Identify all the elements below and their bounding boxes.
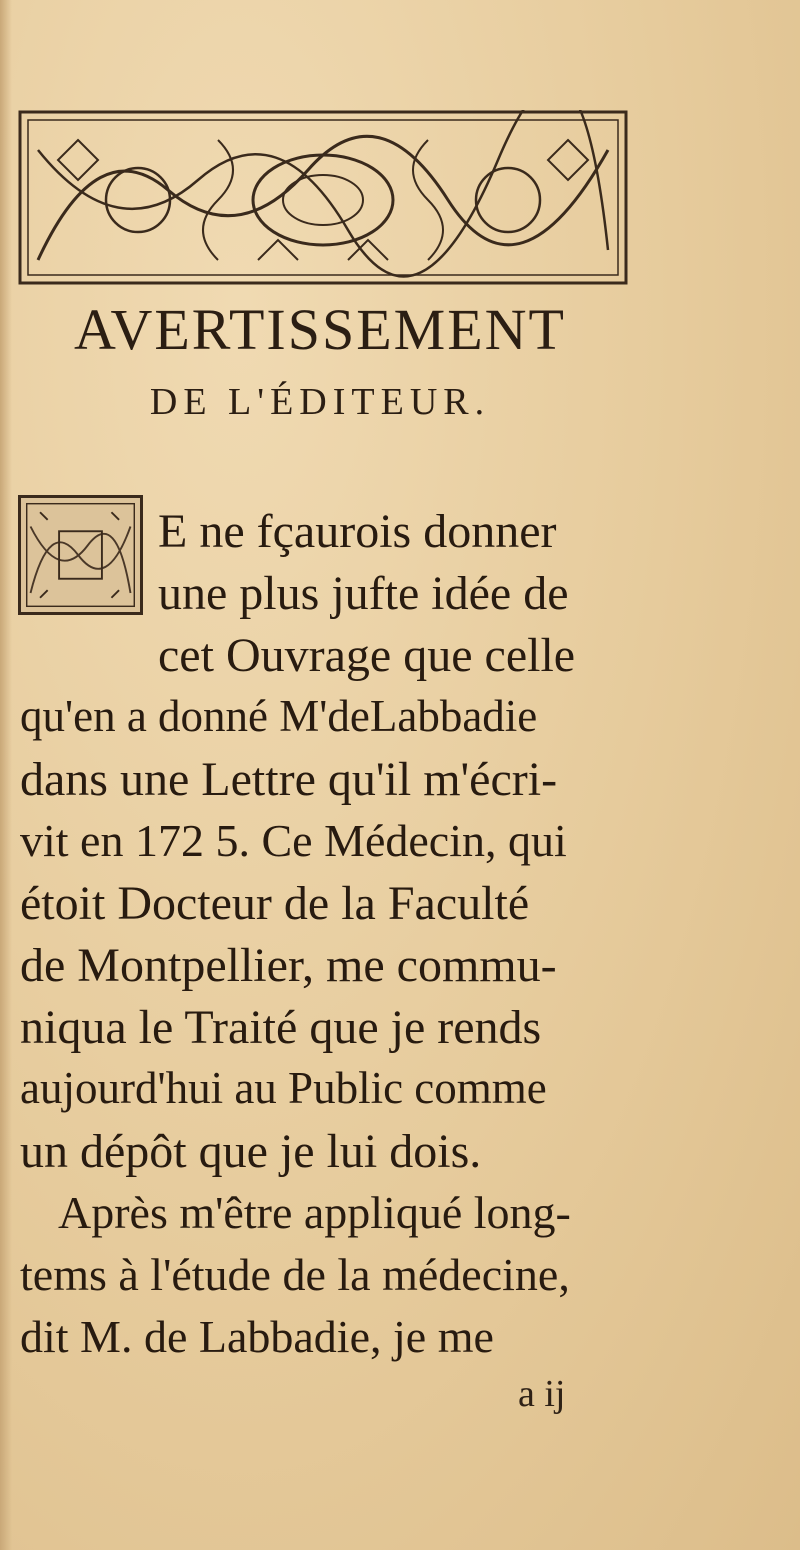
text-line: Après m'être appliqué long- bbox=[58, 1187, 571, 1238]
text-line: un dépôt que je lui dois. bbox=[20, 1125, 482, 1178]
text-line: aujourd'hui au Public comme bbox=[20, 1063, 547, 1113]
page-title: AVERTISSEMENT bbox=[74, 297, 566, 362]
decorated-initial-icon bbox=[18, 495, 143, 615]
ornamental-headpiece-icon bbox=[18, 110, 628, 285]
text-line: de Montpellier, me commu- bbox=[20, 939, 557, 992]
signature-mark: a ij bbox=[518, 1373, 566, 1415]
text-line: étoit Docteur de la Faculté bbox=[20, 877, 530, 930]
text-line: une plus jufte idée de bbox=[158, 567, 569, 620]
text-line: dit M. de Labbadie, je me bbox=[20, 1311, 494, 1362]
page-edge bbox=[0, 0, 12, 1550]
page-subtitle: DE L'ÉDITEUR. bbox=[149, 381, 491, 423]
text-line: vit en 172 5. Ce Médecin, qui bbox=[20, 815, 567, 866]
text-line: qu'en a donné M'deLabbadie bbox=[20, 691, 538, 741]
text-line: cet Ouvrage que celle bbox=[158, 629, 576, 682]
text-line: dans une Lettre qu'il m'écri- bbox=[20, 753, 558, 806]
text-line: E ne fçaurois donner bbox=[158, 505, 557, 558]
text-line: tems à l'étude de la médecine, bbox=[20, 1249, 570, 1300]
text-line: niqua le Traité que je rends bbox=[20, 1001, 542, 1054]
